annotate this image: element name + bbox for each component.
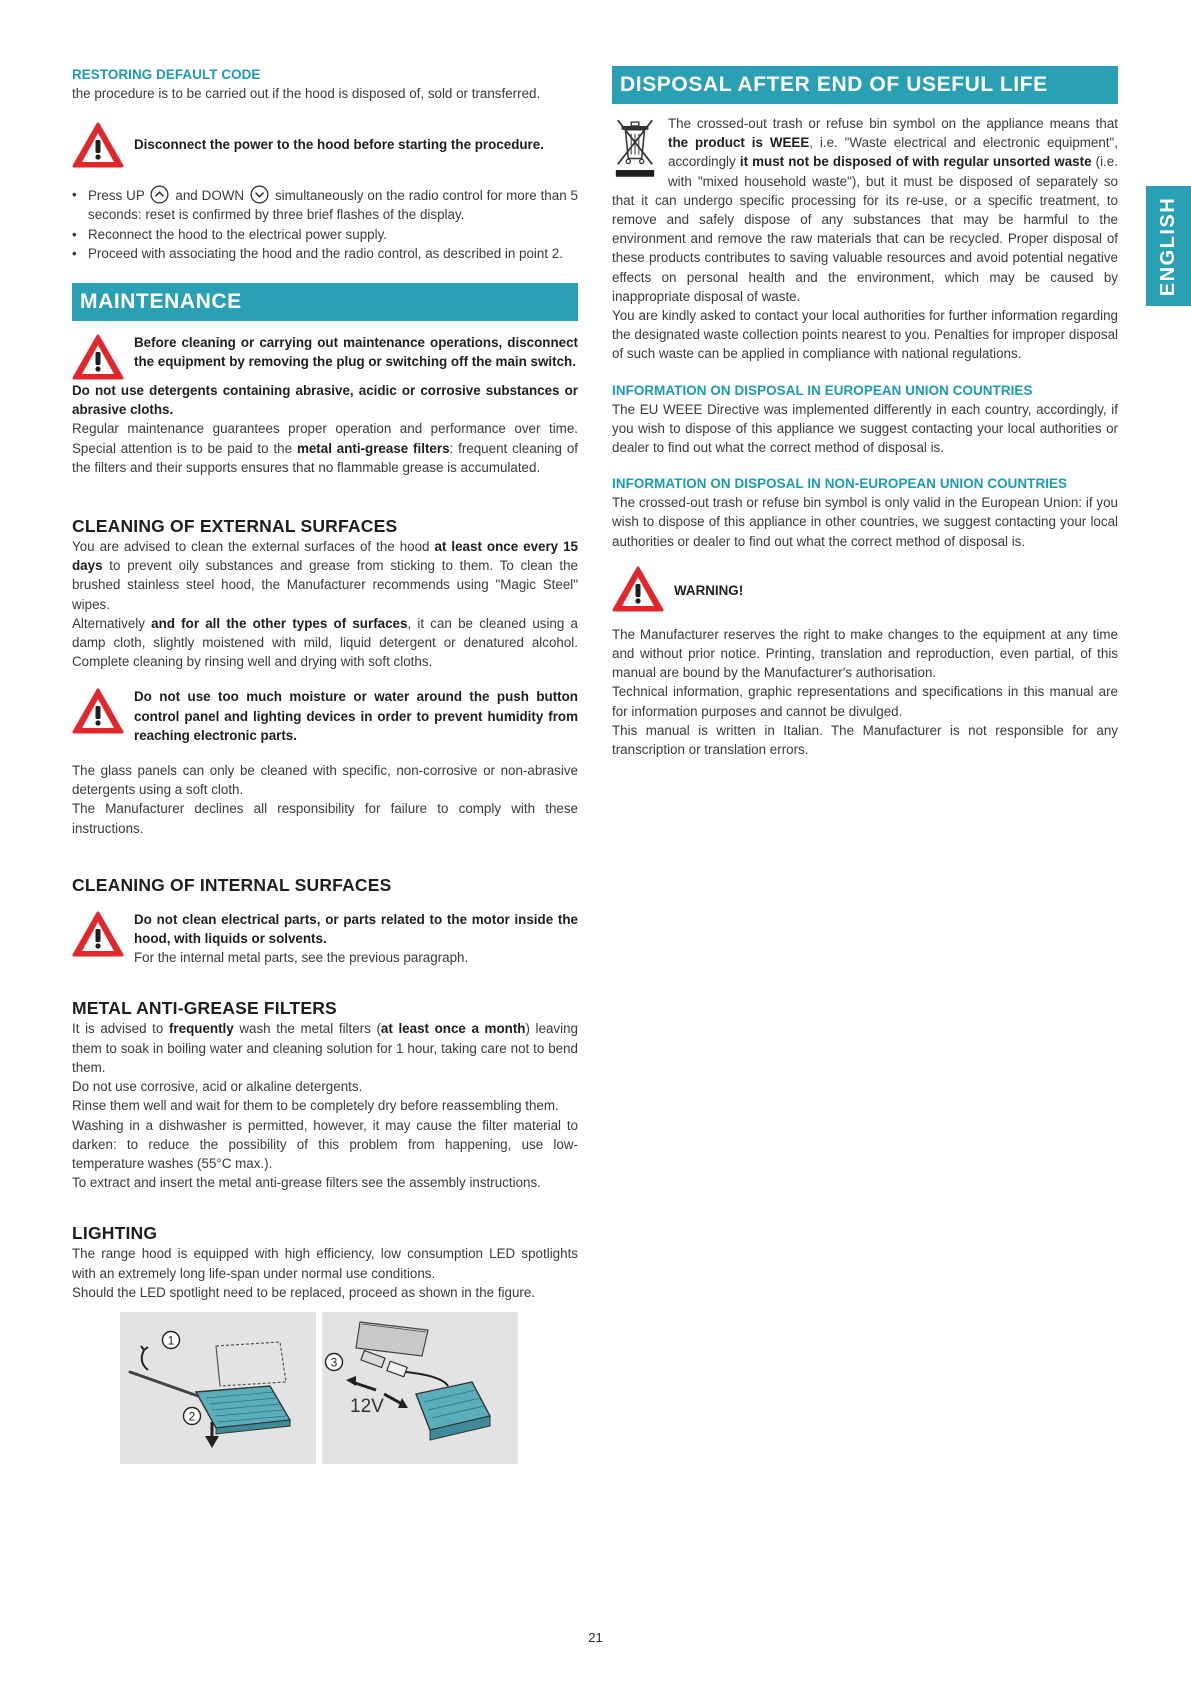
filters-text-1-bold2: at least once a month bbox=[380, 1021, 526, 1037]
maintenance-text-bold: metal anti-grease filters bbox=[296, 440, 450, 456]
restoring-step-3: • Proceed with associating the hood and the radio control, as described in point 2. bbox=[72, 244, 578, 263]
external-text-1a: You are advised to clean the external surfaces of the hood bbox=[72, 539, 430, 555]
filters-paragraph-3: Rinse them well and wait for them to be completely dry before reassembling them. bbox=[72, 1098, 559, 1114]
external-warning bbox=[72, 687, 578, 745]
maintenance-title: MAINTENANCE bbox=[72, 283, 578, 321]
maintenance-text-a: Regular maintenance guarantees proper operation and performance over time. Special attention is to be paid to the bbox=[72, 421, 578, 456]
external-text-1-bold: at least once every 15 days bbox=[72, 539, 578, 574]
led-disconnect-figure bbox=[322, 1312, 518, 1464]
external-paragraph-4: The Manufacturer declines all responsibility for failure to comply with these instructions. bbox=[72, 801, 578, 836]
filters-paragraph-1 bbox=[72, 1019, 578, 1077]
disposal-title: DISPOSAL AFTER END OF USEFUL LIFE bbox=[612, 66, 1118, 104]
eu-title: INFORMATION ON DISPOSAL IN EUROPEAN UNION COUNTRIES bbox=[612, 382, 1033, 398]
filters-paragraph-4: Washing in a dishwasher is permitted, however, it may cause the filter material to darken: to reduce the possibility of this problem from happening, use low-temperature washes (55°C max.). bbox=[72, 1117, 578, 1171]
filters-paragraph-5: To extract and insert the metal anti-grease filters see the assembly instructions. bbox=[72, 1175, 541, 1191]
step-number-2: 2 bbox=[188, 1409, 196, 1424]
warning-icon bbox=[72, 121, 124, 169]
maintenance-text-b: : frequent cleaning of the filters and their supports ensures that no flammable grease is accumulated. bbox=[72, 440, 578, 475]
warning-icon bbox=[72, 687, 124, 735]
warning-notice bbox=[612, 565, 1118, 613]
restoring-steps bbox=[72, 185, 578, 263]
left-column bbox=[72, 66, 578, 1464]
warning-icon bbox=[72, 910, 124, 958]
step-1-text-c: simultaneously on the radio control for more than 5 seconds: reset is confirmed by three brief flashes of the display. bbox=[88, 188, 579, 223]
internal-warning-block bbox=[134, 910, 578, 968]
led-replacement-figures bbox=[120, 1312, 578, 1464]
restoring-title: RESTORING DEFAULT CODE bbox=[72, 67, 261, 82]
filters-text-1c: ) leaving them to soak in boiling water and cleaning solution for 1 hour, taking care not to bend them. bbox=[72, 1021, 578, 1075]
page-number: 21 bbox=[588, 1630, 603, 1645]
down-button-icon bbox=[250, 185, 269, 204]
filters-text-1b: wash the metal filters ( bbox=[239, 1021, 381, 1037]
lighting-paragraph-2: Should the LED spotlight need to be replaced, proceed as shown in the figure. bbox=[72, 1284, 536, 1300]
step-number-3: 3 bbox=[330, 1355, 338, 1370]
disposal-text-1b: , i.e. "Waste electrical and electronic equipment", accordingly bbox=[668, 135, 1119, 170]
warning-paragraph-1: The Manufacturer reserves the right to make changes to the equipment at any time and without prior notice. Printing, translation and reproduction, even partial, of this manual are bound by the Manufacturer's authorisation. bbox=[612, 626, 1118, 681]
internal-note: For the internal metal parts, see the previous paragraph. bbox=[134, 950, 469, 966]
warning-paragraph-2: Technical information, graphic representations and specifications in this manual are for information purposes and cannot be divulged. bbox=[612, 684, 1118, 719]
up-button-icon bbox=[150, 185, 169, 204]
right-column bbox=[612, 66, 1118, 759]
disposal-body bbox=[612, 114, 1118, 364]
external-title: CLEANING OF EXTERNAL SURFACES bbox=[72, 516, 398, 537]
internal-warning bbox=[72, 910, 578, 968]
disposal-paragraph-2: You are kindly asked to contact your local authorities for further information regarding the designated waste collection points nearest to you. Penalties for improper disposal of such waste can be applied in compliance with national regulations. bbox=[612, 308, 1118, 362]
maintenance-paragraph bbox=[72, 419, 578, 477]
step-1-text-a: Press UP bbox=[88, 188, 145, 204]
warning-paragraph-3: This manual is written in Italian. The Manufacturer is not responsible for any transcription or translation errors. bbox=[612, 722, 1118, 758]
disposal-paragraph-1 bbox=[612, 114, 1118, 306]
external-text-2b: , it can be cleaned using a damp cloth, slightly moistened with mild, liquid detergent or denatured alcohol. Complete cleaning by rinsing well and drying with soft cloths. bbox=[72, 615, 578, 670]
lighting-paragraph-1: The range hood is equipped with high efficiency, low consumption LED spotlights with an extremely long life-span under normal use conditions. bbox=[72, 1246, 578, 1281]
maintenance-warning-text: Before cleaning or carrying out maintenance operations, disconnect the equipment by removing the plug or switching off the main switch. bbox=[134, 335, 578, 370]
internal-title: CLEANING OF INTERNAL SURFACES bbox=[72, 874, 392, 895]
language-tab-label: ENGLISH bbox=[1157, 196, 1179, 296]
maintenance-warning bbox=[72, 333, 578, 381]
external-text-1b: to prevent oily substances and grease from sticking to them. To clean the brushed stainless steel hood, the Manufacturer recommends using "Magic Steel" wipes. bbox=[72, 558, 578, 612]
non-eu-title: INFORMATION ON DISPOSAL IN NON-EUROPEAN UNION COUNTRIES bbox=[612, 476, 1068, 492]
external-text-2-bold: and for all the other types of surfaces bbox=[151, 615, 408, 631]
filter-removal-figure bbox=[120, 1312, 316, 1464]
language-tab bbox=[1146, 186, 1191, 306]
restoring-warning-text: Disconnect the power to the hood before starting the procedure. bbox=[134, 137, 544, 153]
eu-text: The EU WEEE Directive was implemented differently in each country, accordingly, if you wish to dispose of this appliance we suggest contacting your local authorities or dealer to find out what the correct method of disposal is. bbox=[612, 401, 1118, 456]
external-warning-text: Do not use too much moisture or water around the push button control panel and lighting devices in order to prevent humidity from reaching electronic parts. bbox=[134, 689, 578, 743]
filters-text-1a: It is advised to bbox=[72, 1021, 164, 1037]
restoring-intro: the procedure is to be carried out if the hood is disposed of, sold or transferred. bbox=[72, 86, 541, 101]
filters-paragraph-2: Do not use corrosive, acid or alkaline detergents. bbox=[72, 1079, 363, 1095]
disposal-text-1a: The crossed-out trash or refuse bin symbol on the appliance means that bbox=[668, 116, 1118, 131]
restoring-step-1 bbox=[72, 185, 578, 224]
disposal-text-1c: (i.e. with "mixed household waste"), but it must be disposed of separately so that it can undergo specific processing for its re-use, or a specific treatment, to remove and safely dispose of any substances that may be harmful to the environment and remove the raw materials that can be recycled. Proper disposal of these products contributes to saving valuable resources and avoid potential negative effects on personal health and the environment, which may be caused by inappropriate disposal of waste. bbox=[612, 154, 1118, 304]
step-number-1: 1 bbox=[167, 1333, 175, 1348]
restoring-warning bbox=[72, 121, 578, 169]
disposal-text-1-bold2: it must not be disposed of with regular unsorted waste bbox=[739, 154, 1092, 170]
lighting-title: LIGHTING bbox=[72, 1223, 158, 1244]
step-1-text-b: and DOWN bbox=[175, 188, 245, 204]
no-detergents-warning: Do not use detergents containing abrasive, acidic or corrosive substances or abrasive cloths. bbox=[72, 383, 578, 418]
non-eu-text: The crossed-out trash or refuse bin symbol is only valid in the European Union: if you wish to dispose of this appliance in other countries, we suggest contacting your local authorities or dealer to find out what the correct method of disposal is. bbox=[612, 495, 1118, 549]
warning-icon bbox=[612, 565, 664, 613]
disposal-text-1-bold1: the product is WEEE bbox=[668, 135, 810, 151]
external-paragraph-3: The glass panels can only be cleaned with specific, non-corrosive or non-abrasive detergents using a soft cloth. bbox=[72, 763, 578, 798]
warning-icon bbox=[72, 333, 124, 381]
external-paragraph-1 bbox=[72, 537, 578, 614]
restoring-step-2: • Reconnect the hood to the electrical power supply. bbox=[72, 225, 578, 244]
weee-bin-icon bbox=[612, 116, 658, 180]
filters-text-1-bold1: frequently bbox=[168, 1021, 234, 1037]
external-text-2a: Alternatively bbox=[72, 615, 145, 631]
warning-label: WARNING! bbox=[674, 582, 744, 598]
voltage-label: 12V bbox=[350, 1395, 384, 1417]
filters-title: METAL ANTI-GREASE FILTERS bbox=[72, 998, 337, 1019]
internal-warning-text: Do not clean electrical parts, or parts related to the motor inside the hood, with liquids or solvents. bbox=[134, 911, 578, 947]
external-paragraph-2 bbox=[72, 614, 578, 672]
